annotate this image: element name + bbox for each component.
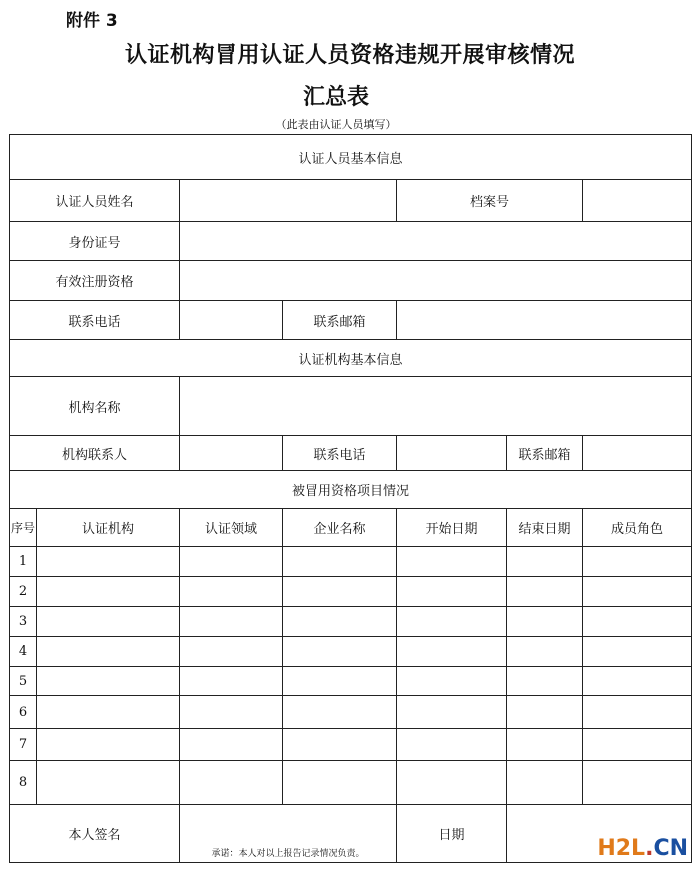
org-contact-value[interactable] — [180, 436, 283, 471]
name-value[interactable] — [180, 180, 397, 222]
table-row — [10, 696, 692, 729]
table-cell[interactable] — [37, 729, 180, 761]
table-cell[interactable] — [283, 637, 397, 667]
section-person-row — [10, 135, 692, 180]
phone-value[interactable] — [180, 301, 283, 340]
watermark-main: H2L — [597, 836, 646, 861]
table-cell[interactable] — [583, 761, 692, 805]
summary-form-table — [9, 134, 692, 863]
table-cell[interactable] — [180, 696, 283, 729]
watermark-dot: . — [645, 836, 654, 861]
row-number: 2 — [10, 577, 37, 607]
id-label: 身份证号 — [10, 222, 180, 261]
table-cell[interactable] — [397, 729, 507, 761]
id-row — [10, 222, 692, 261]
file-no-label: 档案号 — [397, 180, 583, 222]
table-cell[interactable] — [583, 547, 692, 577]
attachment-label: 附件 3 — [66, 11, 118, 31]
table-cell[interactable] — [37, 696, 180, 729]
name-row — [10, 180, 692, 222]
org-name-row — [10, 377, 692, 436]
column-header: 认证机构 — [37, 509, 180, 547]
table-cell[interactable] — [397, 547, 507, 577]
table-cell[interactable] — [37, 577, 180, 607]
table-cell[interactable] — [283, 577, 397, 607]
table-row — [10, 729, 692, 761]
table-row — [10, 577, 692, 607]
column-header: 认证领域 — [180, 509, 283, 547]
date-label: 日期 — [397, 805, 507, 863]
qualification-row — [10, 261, 692, 301]
file-no-value[interactable] — [583, 180, 692, 222]
section-person-header: 认证人员基本信息 — [10, 135, 692, 180]
table-row — [10, 637, 692, 667]
table-cell[interactable] — [283, 607, 397, 637]
table-cell[interactable] — [583, 667, 692, 696]
table-row — [10, 547, 692, 577]
email-value[interactable] — [397, 301, 692, 340]
signature-field[interactable] — [180, 805, 397, 863]
table-cell[interactable] — [37, 637, 180, 667]
row-number: 7 — [10, 729, 37, 761]
org-name-label: 机构名称 — [10, 377, 180, 436]
table-cell[interactable] — [507, 607, 583, 637]
table-cell[interactable] — [180, 547, 283, 577]
table-cell[interactable] — [397, 696, 507, 729]
name-label: 认证人员姓名 — [10, 180, 180, 222]
watermark-tail: CN — [653, 836, 688, 861]
phone-label: 联系电话 — [10, 301, 180, 340]
table-cell[interactable] — [507, 547, 583, 577]
table-cell[interactable] — [283, 761, 397, 805]
table-cell[interactable] — [37, 547, 180, 577]
org-name-value[interactable] — [180, 377, 692, 436]
table-row — [10, 607, 692, 637]
table-cell[interactable] — [180, 667, 283, 696]
qualification-label: 有效注册资格 — [10, 261, 180, 301]
table-cell[interactable] — [397, 577, 507, 607]
columns-header-row — [10, 509, 692, 547]
org-contact-row — [10, 436, 692, 471]
table-cell[interactable] — [507, 577, 583, 607]
column-header: 企业名称 — [283, 509, 397, 547]
site-watermark — [597, 836, 688, 861]
table-cell[interactable] — [397, 761, 507, 805]
section-org-row — [10, 340, 692, 377]
row-number: 5 — [10, 667, 37, 696]
signature-row — [10, 805, 692, 863]
row-number: 6 — [10, 696, 37, 729]
table-cell[interactable] — [283, 667, 397, 696]
table-cell[interactable] — [180, 761, 283, 805]
signature-label: 本人签名 — [10, 805, 180, 863]
table-cell[interactable] — [583, 729, 692, 761]
form-title: 认证机构冒用认证人员资格违规开展审核情况 — [124, 42, 575, 68]
row-number: 3 — [10, 607, 37, 637]
contact-row — [10, 301, 692, 340]
table-cell[interactable] — [507, 667, 583, 696]
section-projects-row — [10, 471, 692, 509]
table-cell[interactable] — [37, 607, 180, 637]
table-cell[interactable] — [583, 607, 692, 637]
table-cell[interactable] — [180, 607, 283, 637]
table-cell[interactable] — [180, 637, 283, 667]
table-cell[interactable] — [507, 696, 583, 729]
org-contact-label: 机构联系人 — [10, 436, 180, 471]
table-cell[interactable] — [37, 667, 180, 696]
section-org-header: 认证机构基本信息 — [10, 340, 692, 377]
row-number: 8 — [10, 761, 37, 805]
table-cell[interactable] — [397, 637, 507, 667]
table-cell[interactable] — [283, 696, 397, 729]
table-cell[interactable] — [583, 696, 692, 729]
table-cell[interactable] — [397, 607, 507, 637]
form-subtitle: 汇总表 — [302, 84, 369, 110]
column-header: 序号 — [10, 509, 37, 547]
table-cell[interactable] — [283, 729, 397, 761]
table-cell[interactable] — [507, 637, 583, 667]
column-header: 成员角色 — [583, 509, 692, 547]
table-row — [10, 761, 692, 805]
email-label: 联系邮箱 — [283, 301, 397, 340]
fill-note: （此表由认证人员填写） — [275, 118, 397, 131]
org-phone-value[interactable] — [397, 436, 507, 471]
table-cell[interactable] — [37, 761, 180, 805]
table-cell[interactable] — [507, 729, 583, 761]
row-number: 1 — [10, 547, 37, 577]
column-header: 开始日期 — [397, 509, 507, 547]
qualification-value[interactable] — [180, 261, 692, 301]
table-cell[interactable] — [583, 577, 692, 607]
table-cell[interactable] — [180, 577, 283, 607]
column-header: 结束日期 — [507, 509, 583, 547]
table-cell[interactable] — [180, 729, 283, 761]
org-email-label: 联系邮箱 — [507, 436, 583, 471]
table-cell[interactable] — [583, 637, 692, 667]
table-row — [10, 667, 692, 696]
table-cell[interactable] — [397, 667, 507, 696]
id-value[interactable] — [180, 222, 692, 261]
section-projects-header: 被冒用资格项目情况 — [10, 471, 692, 509]
table-cell[interactable] — [283, 547, 397, 577]
org-phone-label: 联系电话 — [283, 436, 397, 471]
org-email-value[interactable] — [583, 436, 692, 471]
pledge-text: 承诺：本人对以上报告记录情况负责。 — [211, 849, 365, 859]
row-number: 4 — [10, 637, 37, 667]
table-cell[interactable] — [507, 761, 583, 805]
